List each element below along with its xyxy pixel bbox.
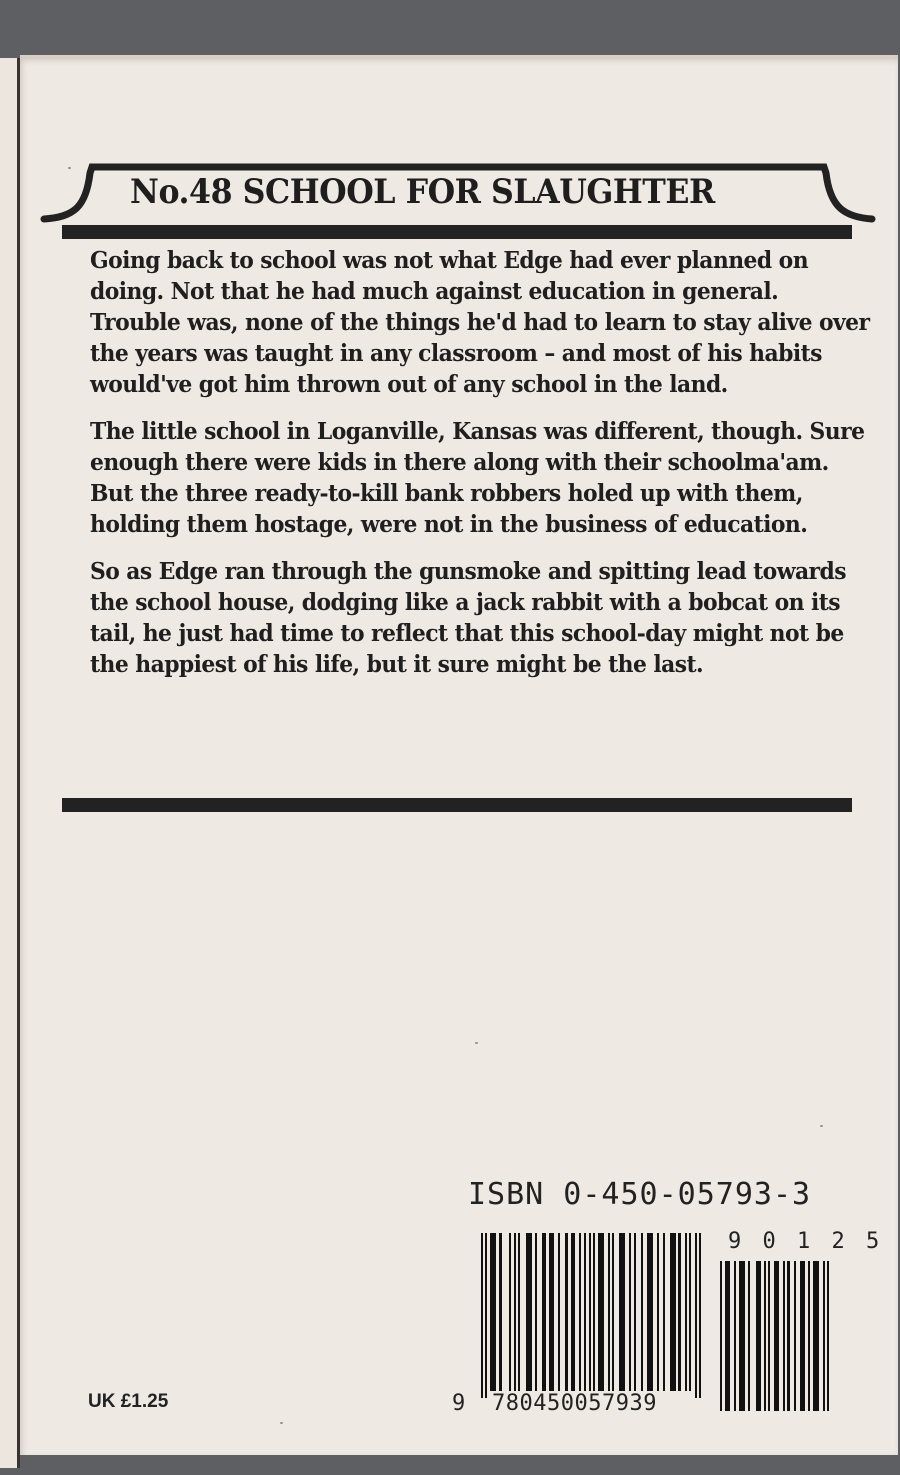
bottom-rule: [62, 798, 852, 812]
paper-speck: [68, 167, 71, 169]
ean-lead-digit: 9: [452, 1391, 466, 1416]
book-back-cover: [20, 55, 898, 1455]
ean-digits: 780450057939: [492, 1391, 657, 1416]
blurb: [90, 245, 870, 696]
adjacent-book-spine: [0, 58, 20, 1468]
barcode-addon-digits: 9 0 1 2 5: [728, 1229, 884, 1254]
blurb-paragraph-2: The little school in Loganville, Kansas was different, though. Sure enough there were kids in there along with their schoolma'am. But the three ready-to-kill bank robbers holed up with them, holding them hostage, were not in the business of education.: [90, 417, 865, 538]
book-title: No.48 SCHOOL FOR SLAUGHTER: [130, 172, 715, 212]
blurb-paragraph-3: So as Edge ran through the gunsmoke and spitting lead towards the school house, dodging like a jack rabbit with a bobcat on its tail, he just had time to reflect that this school-day might not be the happiest of his life, but it sure might be the last.: [90, 557, 846, 678]
blurb-paragraph-1: Going back to school was not what Edge had ever planned on doing. Not that he had much against education in general. Trouble was, none of the things he'd had to learn to stay alive over the years was taught in any classroom – and most of his habits would've got him thrown out of any school in the land.: [90, 246, 870, 398]
isbn-number: ISBN 0-450-05793-3: [468, 1177, 812, 1212]
price-label: UK £1.25: [88, 1391, 169, 1412]
price-addon-barcode: [720, 1261, 830, 1411]
paper-speck: [280, 1422, 283, 1424]
ean-barcode: [481, 1233, 703, 1398]
title-banner: [34, 159, 876, 225]
paper-speck: [820, 1125, 823, 1127]
paper-speck: [475, 1042, 478, 1044]
title-rule: [62, 225, 852, 239]
